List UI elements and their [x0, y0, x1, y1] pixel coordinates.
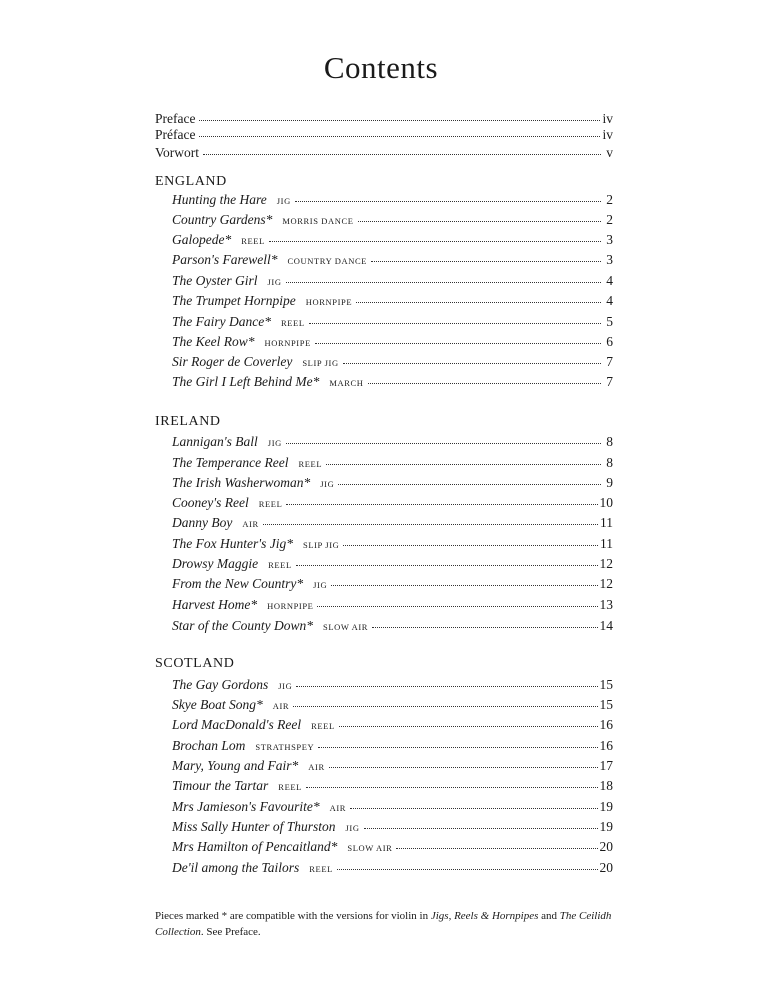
- dot-leader: [199, 133, 600, 137]
- toc-page: 16: [599, 717, 613, 732]
- dot-leader: [263, 521, 598, 525]
- toc-page: 15: [599, 677, 613, 692]
- dot-leader: [306, 784, 598, 788]
- dot-leader: [364, 825, 598, 829]
- toc-page: 12: [599, 576, 613, 591]
- toc-page: 5: [606, 314, 613, 329]
- dot-leader: [343, 360, 601, 364]
- dot-leader: [318, 744, 597, 748]
- toc-entry[interactable]: [172, 575, 613, 595]
- toc-page: 14: [599, 618, 613, 633]
- dot-leader: [368, 380, 601, 384]
- tune-title: Lord MacDonald's Reel: [172, 717, 302, 732]
- toc-page: 4: [606, 273, 613, 288]
- toc-page: 12: [599, 556, 613, 571]
- dot-leader: [317, 603, 597, 607]
- tune-kind: HORNPIPE: [267, 601, 314, 611]
- section-heading-england: ENGLAND: [155, 174, 227, 189]
- tune-kind: JIG: [313, 580, 328, 590]
- toc-page: 8: [606, 434, 613, 449]
- tune-title: The Temperance Reel: [172, 455, 289, 470]
- dot-leader: [203, 151, 601, 155]
- toc-page: 16: [599, 738, 613, 753]
- toc-entry[interactable]: [172, 818, 613, 838]
- toc-entry[interactable]: [172, 617, 613, 637]
- toc-entry[interactable]: [172, 676, 613, 696]
- toc-page: 11: [600, 536, 613, 551]
- toc-entry[interactable]: [172, 596, 613, 616]
- dot-leader: [296, 683, 597, 687]
- toc-entry[interactable]: [172, 716, 613, 736]
- toc-entry[interactable]: [172, 433, 613, 453]
- tune-kind: STRATHSPEY: [255, 742, 315, 752]
- dot-leader: [372, 624, 597, 628]
- dot-leader: [293, 703, 597, 707]
- dot-leader: [286, 440, 601, 444]
- toc-page: v: [606, 145, 613, 160]
- tune-title: Country Gardens*: [172, 212, 273, 227]
- dot-leader: [339, 723, 598, 727]
- book-title: The Ceilidh Collection: [155, 910, 612, 938]
- book-title: Jigs, Reels & Hornpipes: [430, 910, 539, 922]
- toc-entry[interactable]: [172, 798, 613, 818]
- tune-title: Lannigan's Ball: [172, 434, 258, 449]
- tune-title: Drowsy Maggie: [172, 556, 259, 571]
- tune-title: The Keel Row*: [172, 334, 255, 349]
- tune-kind: COUNTRY DANCE: [287, 256, 368, 266]
- tune-title: Brochan Lom: [172, 738, 246, 753]
- toc-page: 3: [606, 232, 613, 247]
- tune-kind: HORNPIPE: [305, 297, 353, 307]
- dot-leader: [358, 218, 601, 222]
- toc-title: Préface: [155, 127, 196, 142]
- tune-kind: AIR: [272, 701, 290, 711]
- toc-entry[interactable]: [172, 231, 613, 251]
- tune-kind: REEL: [280, 318, 305, 328]
- dot-leader: [309, 320, 601, 324]
- toc-page: 15: [599, 697, 613, 712]
- tune-title: Mrs Hamilton of Pencaitland*: [172, 839, 338, 854]
- toc-page: 2: [606, 212, 613, 227]
- dot-leader: [329, 764, 598, 768]
- toc-page: 3: [606, 252, 613, 267]
- tune-title: The Gay Gordons: [172, 677, 269, 692]
- toc-entry[interactable]: [172, 555, 613, 575]
- dot-leader: [295, 198, 601, 202]
- tune-kind: JIG: [278, 681, 293, 691]
- tune-title: The Trumpet Hornpipe: [172, 293, 296, 308]
- tune-kind: REEL: [258, 499, 283, 509]
- toc-page: 7: [606, 354, 613, 369]
- toc-entry[interactable]: [172, 353, 613, 373]
- dot-leader: [199, 117, 600, 121]
- tune-kind: SLOW AIR: [347, 843, 393, 853]
- toc-page: 17: [599, 758, 613, 773]
- page-title: Contents: [323, 50, 439, 85]
- toc-preface-fr[interactable]: [155, 126, 613, 146]
- footnote: [155, 908, 625, 940]
- tune-kind: MORRIS DANCE: [282, 216, 354, 226]
- section-heading-scotland: SCOTLAND: [155, 656, 235, 671]
- tune-title: The Oyster Girl: [172, 273, 258, 288]
- toc-entry[interactable]: [172, 777, 613, 797]
- tune-kind: JIG: [267, 438, 282, 448]
- tune-kind: JIG: [267, 277, 282, 287]
- toc-page: 9: [606, 475, 613, 490]
- toc-title: Preface: [155, 111, 196, 126]
- dot-leader: [315, 340, 601, 344]
- toc-entry[interactable]: [172, 474, 613, 494]
- tune-title: Cooney's Reel: [172, 495, 249, 510]
- toc-page: 10: [599, 495, 613, 510]
- section-heading-ireland: IRELAND: [155, 414, 221, 429]
- toc-page: 11: [600, 515, 613, 530]
- toc-entry[interactable]: [172, 757, 613, 777]
- dot-leader: [356, 299, 601, 303]
- toc-page: iv: [602, 127, 613, 142]
- dot-leader: [371, 258, 601, 262]
- footnote-text: Pieces marked * are compatible with the versions for violin in: [155, 910, 431, 922]
- toc-entry[interactable]: [172, 313, 613, 333]
- toc-entry[interactable]: [172, 494, 613, 514]
- tune-title: Danny Boy: [172, 515, 233, 530]
- tune-title: Skye Boat Song*: [172, 697, 263, 712]
- dot-leader: [396, 845, 597, 849]
- tune-kind: AIR: [329, 803, 347, 813]
- toc-page: 19: [599, 799, 613, 814]
- tune-title: Mrs Jamieson's Favourite*: [172, 799, 320, 814]
- dot-leader: [326, 461, 601, 465]
- tune-title: De'il among the Tailors: [172, 860, 300, 875]
- tune-kind: SLOW AIR: [323, 622, 369, 632]
- footnote-text: . See Preface.: [200, 926, 261, 938]
- tune-title: The Irish Washerwoman*: [172, 475, 311, 490]
- tune-kind: REEL: [309, 864, 333, 874]
- toc-page: 13: [599, 597, 613, 612]
- tune-kind: REEL: [311, 721, 335, 731]
- tune-title: Sir Roger de Coverley: [172, 354, 293, 369]
- dot-leader: [286, 501, 597, 505]
- tune-title: The Fairy Dance*: [172, 314, 271, 329]
- toc-title: Vorwort: [155, 145, 200, 160]
- toc-entry[interactable]: [172, 838, 613, 858]
- toc-entry[interactable]: [172, 535, 613, 555]
- tune-kind: REEL: [241, 236, 265, 246]
- tune-kind: REEL: [298, 459, 323, 469]
- tune-title: Timour the Tartar: [172, 778, 269, 793]
- toc-page: 7: [606, 374, 613, 389]
- tune-kind: AIR: [242, 519, 259, 529]
- tune-kind: HORNPIPE: [264, 338, 311, 348]
- toc-entry[interactable]: [172, 292, 613, 312]
- tune-title: Parson's Farewell*: [172, 252, 278, 267]
- footnote-text: and: [538, 910, 560, 922]
- tune-title: Miss Sally Hunter of Thurston: [172, 819, 336, 834]
- dot-leader: [296, 562, 598, 566]
- tune-kind: JIG: [345, 823, 360, 833]
- tune-kind: AIR: [308, 762, 325, 772]
- tune-title: The Fox Hunter's Jig*: [172, 536, 293, 551]
- toc-entry[interactable]: [172, 696, 613, 716]
- dot-leader: [338, 481, 601, 485]
- toc-page: 6: [606, 334, 613, 349]
- toc-entry[interactable]: [172, 514, 613, 534]
- toc-page: 4: [606, 293, 613, 308]
- tune-kind: SLIP JIG: [302, 358, 339, 368]
- dot-leader: [269, 238, 601, 242]
- toc-page: iv: [602, 111, 613, 126]
- tune-kind: REEL: [278, 782, 302, 792]
- dot-leader: [337, 866, 598, 870]
- toc-page: 19: [599, 819, 613, 834]
- toc-entry[interactable]: [172, 859, 613, 879]
- dot-leader: [343, 542, 598, 546]
- tune-kind: MARCH: [329, 378, 364, 388]
- tune-title: Hunting the Hare: [172, 192, 267, 207]
- toc-vorwort[interactable]: [155, 144, 613, 164]
- tune-title: Mary, Young and Fair*: [172, 758, 299, 773]
- toc-page: 20: [599, 839, 613, 854]
- tune-title: Harvest Home*: [172, 597, 258, 612]
- tune-title: Galopede*: [172, 232, 232, 247]
- tune-kind: JIG: [320, 479, 335, 489]
- tune-title: The Girl I Left Behind Me*: [172, 374, 320, 389]
- toc-entry[interactable]: [172, 373, 613, 393]
- toc-page: 20: [599, 860, 613, 875]
- toc-entry[interactable]: [172, 272, 613, 292]
- tune-kind: REEL: [268, 560, 292, 570]
- toc-page: 18: [599, 778, 613, 793]
- dot-leader: [286, 279, 601, 283]
- toc-page: 2: [606, 192, 613, 207]
- toc-entry[interactable]: [172, 191, 613, 211]
- tune-title: From the New Country*: [172, 576, 304, 591]
- toc-entry[interactable]: [172, 454, 613, 474]
- tune-title: Star of the County Down*: [172, 618, 313, 633]
- tune-kind: JIG: [276, 196, 291, 206]
- toc-entry[interactable]: [172, 333, 613, 353]
- toc-page: 8: [606, 455, 613, 470]
- tune-kind: SLIP JIG: [303, 540, 340, 550]
- dot-leader: [350, 805, 597, 809]
- toc-entry[interactable]: [172, 251, 613, 271]
- toc-entry[interactable]: [172, 211, 613, 231]
- toc-entry[interactable]: [172, 737, 613, 757]
- dot-leader: [331, 582, 597, 586]
